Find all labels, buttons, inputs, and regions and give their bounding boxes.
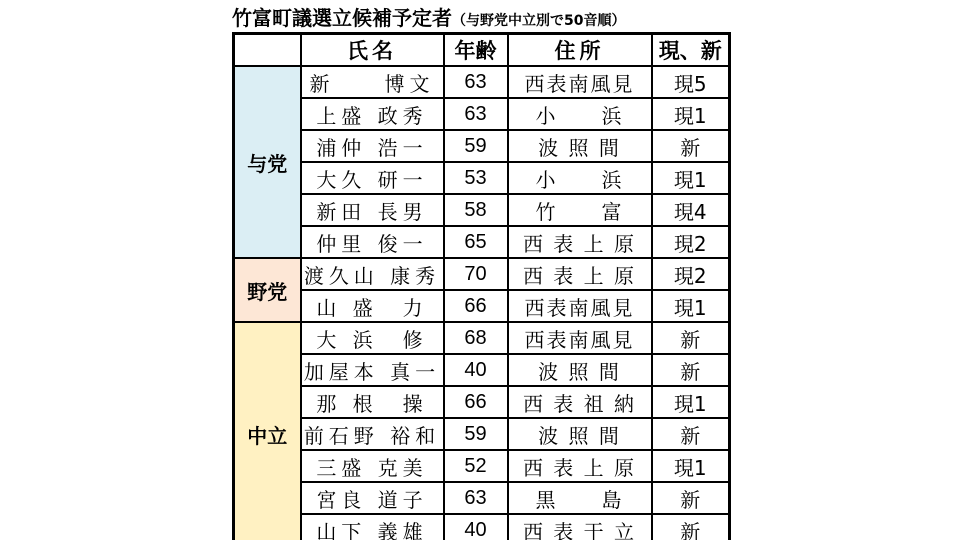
candidate-status: 新 xyxy=(652,354,730,386)
candidate-age: 40 xyxy=(444,354,508,386)
candidate-name: 前石野 裕和 xyxy=(301,418,444,450)
candidate-address: 西表南風見 xyxy=(508,322,652,354)
table-row xyxy=(234,258,730,290)
candidate-age: 63 xyxy=(444,66,508,98)
table-body xyxy=(234,66,730,540)
candidate-age: 53 xyxy=(444,162,508,194)
table-row xyxy=(234,354,730,386)
candidate-status: 現1 xyxy=(652,98,730,130)
candidate-name: 山下 義雄 xyxy=(301,514,444,540)
candidate-age: 66 xyxy=(444,290,508,322)
candidate-status: 新 xyxy=(652,322,730,354)
table-row xyxy=(234,130,730,162)
page-title xyxy=(232,2,732,32)
table-row xyxy=(234,322,730,354)
candidate-address: 小 浜 xyxy=(508,98,652,130)
candidate-address: 西 表 上 原 xyxy=(508,450,652,482)
candidate-name: 那 根 操 xyxy=(301,386,444,418)
table-header-row xyxy=(234,34,730,67)
title-subtitle: （与野党中立別で50音順） xyxy=(452,13,626,29)
candidate-address: 西 表 上 原 xyxy=(508,258,652,290)
candidate-table xyxy=(232,32,731,540)
candidate-age: 68 xyxy=(444,322,508,354)
candidate-status: 現2 xyxy=(652,258,730,290)
candidate-age: 63 xyxy=(444,482,508,514)
header-age: 年齢 xyxy=(444,34,508,67)
group-label: 野党 xyxy=(234,258,301,322)
candidate-status: 新 xyxy=(652,130,730,162)
header-group-cell xyxy=(234,34,301,67)
candidate-name: 渡久山 康秀 xyxy=(301,258,444,290)
header-name: 氏名 xyxy=(301,34,444,67)
candidate-address: 波 照 間 xyxy=(508,354,652,386)
candidate-age: 59 xyxy=(444,130,508,162)
candidate-address: 波 照 間 xyxy=(508,130,652,162)
group-label: 与党 xyxy=(234,66,301,258)
candidate-address: 西 表 祖 納 xyxy=(508,386,652,418)
candidate-name: 上盛 政秀 xyxy=(301,98,444,130)
candidate-status: 現4 xyxy=(652,194,730,226)
candidate-address: 黒 島 xyxy=(508,482,652,514)
header-status: 現、新 xyxy=(652,34,730,67)
table-row xyxy=(234,418,730,450)
candidate-age: 70 xyxy=(444,258,508,290)
title-main: 竹富町議選立候補予定者 xyxy=(232,6,452,30)
table-row xyxy=(234,514,730,540)
candidate-name: 宮良 道子 xyxy=(301,482,444,514)
candidate-age: 58 xyxy=(444,194,508,226)
group-label: 中立 xyxy=(234,322,301,540)
candidate-status: 現5 xyxy=(652,66,730,98)
candidate-status: 新 xyxy=(652,482,730,514)
candidate-status: 現1 xyxy=(652,386,730,418)
candidate-name: 加屋本 真一 xyxy=(301,354,444,386)
table-row xyxy=(234,450,730,482)
table-row xyxy=(234,194,730,226)
candidate-name: 浦仲 浩一 xyxy=(301,130,444,162)
candidate-age: 40 xyxy=(444,514,508,540)
candidate-address: 西表南風見 xyxy=(508,66,652,98)
table-row xyxy=(234,482,730,514)
candidate-name: 大久 研一 xyxy=(301,162,444,194)
candidate-name: 大 浜 修 xyxy=(301,322,444,354)
table-row xyxy=(234,162,730,194)
candidate-status: 現1 xyxy=(652,450,730,482)
table-row xyxy=(234,290,730,322)
candidate-address: 竹 富 xyxy=(508,194,652,226)
candidate-address: 波 照 間 xyxy=(508,418,652,450)
table-row xyxy=(234,66,730,98)
candidate-address: 西 表 上 原 xyxy=(508,226,652,258)
candidate-name: 三盛 克美 xyxy=(301,450,444,482)
candidate-name: 山 盛 力 xyxy=(301,290,444,322)
candidate-status: 現1 xyxy=(652,290,730,322)
candidate-status: 新 xyxy=(652,514,730,540)
candidate-name: 新 博文 xyxy=(301,66,444,98)
candidate-address: 西表南風見 xyxy=(508,290,652,322)
table-row xyxy=(234,98,730,130)
candidate-address: 西 表 干 立 xyxy=(508,514,652,540)
candidate-age: 66 xyxy=(444,386,508,418)
header-address: 住所 xyxy=(508,34,652,67)
candidate-address: 小 浜 xyxy=(508,162,652,194)
candidate-age: 63 xyxy=(444,98,508,130)
candidate-age: 59 xyxy=(444,418,508,450)
candidate-status: 現1 xyxy=(652,162,730,194)
candidate-status: 新 xyxy=(652,418,730,450)
candidate-age: 52 xyxy=(444,450,508,482)
candidate-status: 現2 xyxy=(652,226,730,258)
table-row xyxy=(234,226,730,258)
candidate-age: 65 xyxy=(444,226,508,258)
candidate-name: 新田 長男 xyxy=(301,194,444,226)
table-row xyxy=(234,386,730,418)
candidate-name: 仲里 俊一 xyxy=(301,226,444,258)
